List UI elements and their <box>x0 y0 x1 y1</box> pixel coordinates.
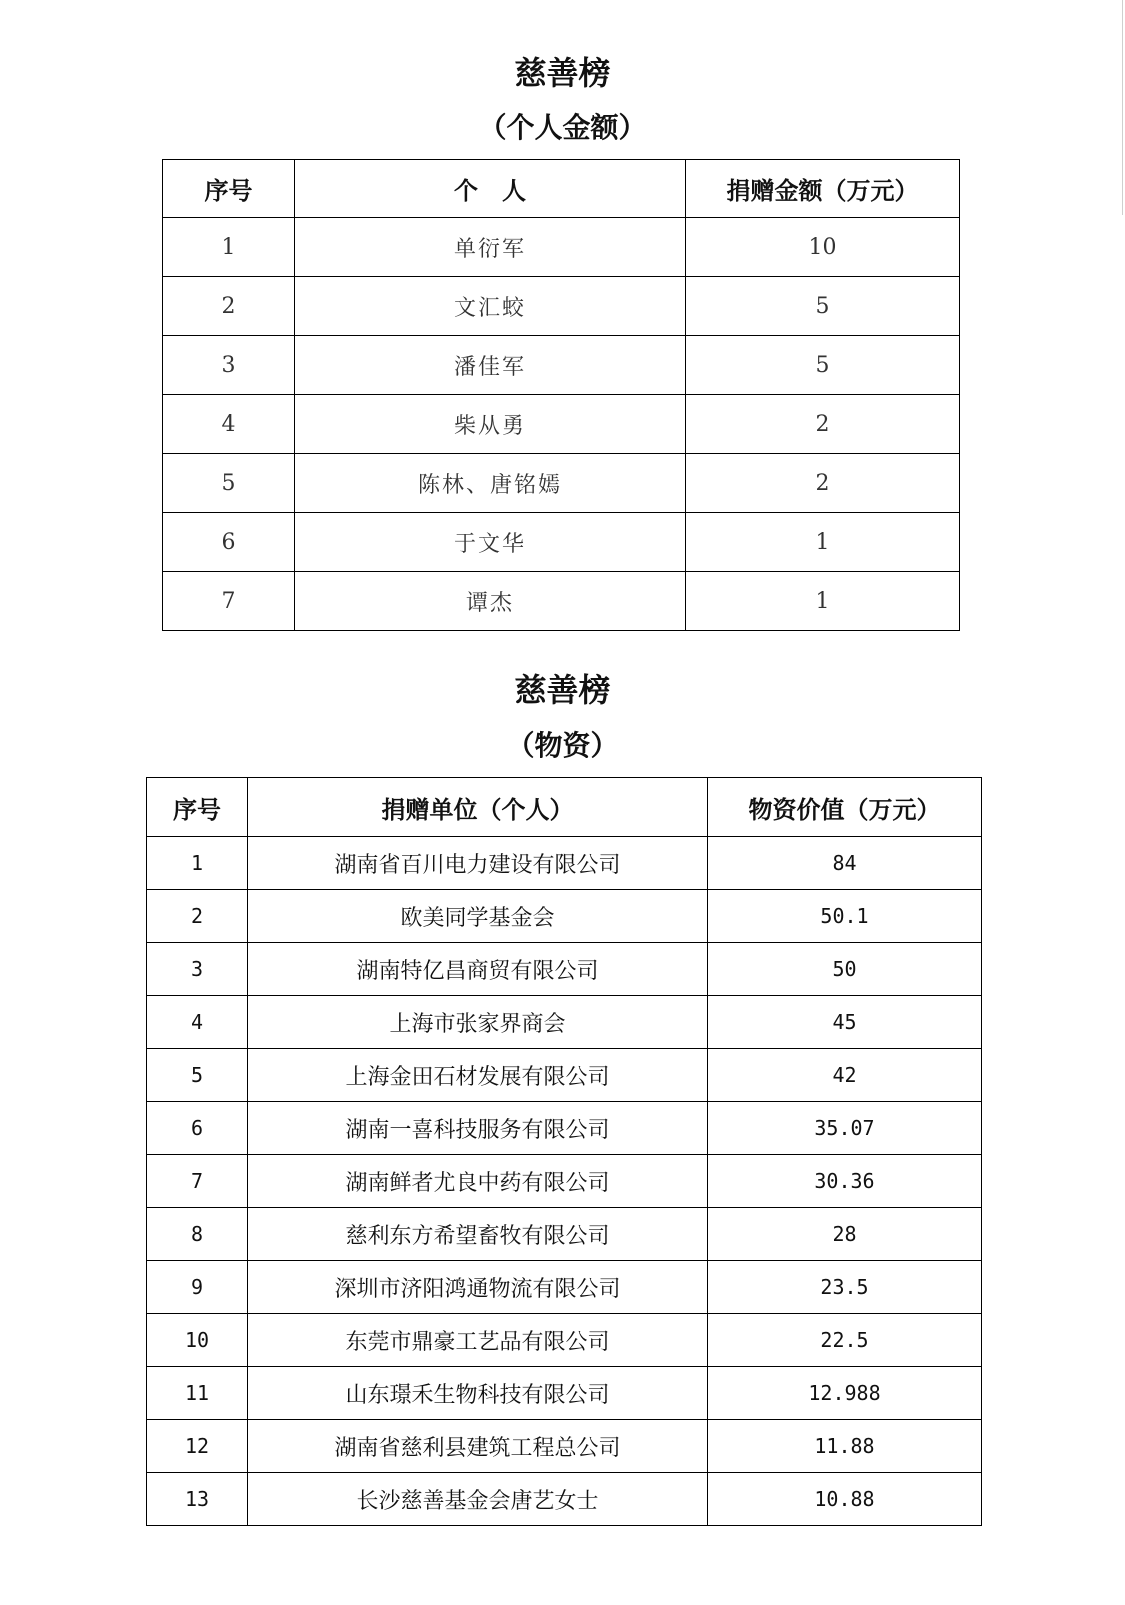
section1-subtitle: （个人金额） <box>478 111 647 144</box>
row-donor: 上海金田石材发展有限公司 <box>248 1049 708 1102</box>
row-value: 11.88 <box>708 1420 982 1473</box>
row-index: 5 <box>163 454 295 513</box>
table-row <box>163 454 960 513</box>
row-donor: 湖南特亿昌商贸有限公司 <box>248 943 708 996</box>
row-index: 7 <box>163 572 295 631</box>
row-amount: 1 <box>686 513 960 572</box>
row-donor: 湖南省百川电力建设有限公司 <box>248 837 708 890</box>
row-amount: 5 <box>686 336 960 395</box>
row-index: 12 <box>147 1420 248 1473</box>
row-donor: 湖南鲜者尤良中药有限公司 <box>248 1155 708 1208</box>
row-value: 50 <box>708 943 982 996</box>
row-index: 5 <box>147 1049 248 1102</box>
individual-donation-table <box>162 159 960 631</box>
section2-title: 慈善榜 <box>514 671 611 709</box>
row-value: 42 <box>708 1049 982 1102</box>
table-row <box>147 1102 982 1155</box>
row-donor: 湖南省慈利县建筑工程总公司 <box>248 1420 708 1473</box>
row-donor: 上海市张家界商会 <box>248 996 708 1049</box>
row-index: 2 <box>147 890 248 943</box>
table-row <box>147 1155 982 1208</box>
header-index: 序号 <box>147 778 248 837</box>
row-value: 30.36 <box>708 1155 982 1208</box>
table-row <box>147 1208 982 1261</box>
table-row <box>147 1367 982 1420</box>
row-name: 于文华 <box>295 513 686 572</box>
table-row <box>163 572 960 631</box>
row-index: 7 <box>147 1155 248 1208</box>
row-amount: 1 <box>686 572 960 631</box>
row-index: 3 <box>163 336 295 395</box>
header-value: 物资价值（万元） <box>708 778 982 837</box>
row-name: 陈林、唐铭嫣 <box>295 454 686 513</box>
row-value: 10.88 <box>708 1473 982 1526</box>
row-amount: 2 <box>686 454 960 513</box>
row-value: 45 <box>708 996 982 1049</box>
row-donor: 山东璟禾生物科技有限公司 <box>248 1367 708 1420</box>
row-index: 10 <box>147 1314 248 1367</box>
row-index: 1 <box>147 837 248 890</box>
row-index: 3 <box>147 943 248 996</box>
row-value: 22.5 <box>708 1314 982 1367</box>
row-name: 柴从勇 <box>295 395 686 454</box>
row-name: 文汇蛟 <box>295 277 686 336</box>
row-value: 84 <box>708 837 982 890</box>
table-header-row <box>147 778 982 837</box>
header-amount: 捐赠金额（万元） <box>686 160 960 218</box>
row-amount: 10 <box>686 218 960 277</box>
table-header-row <box>163 160 960 218</box>
row-value: 35.07 <box>708 1102 982 1155</box>
row-name: 潘佳军 <box>295 336 686 395</box>
table-row <box>147 1261 982 1314</box>
table-row <box>147 943 982 996</box>
row-index: 6 <box>147 1102 248 1155</box>
row-value: 28 <box>708 1208 982 1261</box>
table-row <box>163 277 960 336</box>
row-index: 1 <box>163 218 295 277</box>
section1-title: 慈善榜 <box>514 54 611 92</box>
header-index: 序号 <box>163 160 295 218</box>
table-row <box>147 1473 982 1526</box>
table-row <box>147 1420 982 1473</box>
row-value: 50.1 <box>708 890 982 943</box>
row-index: 9 <box>147 1261 248 1314</box>
row-donor: 慈利东方希望畜牧有限公司 <box>248 1208 708 1261</box>
row-name: 单衍军 <box>295 218 686 277</box>
table-row <box>147 837 982 890</box>
table-row <box>147 1049 982 1102</box>
row-index: 11 <box>147 1367 248 1420</box>
row-index: 6 <box>163 513 295 572</box>
material-donation-table <box>146 777 982 1526</box>
row-index: 2 <box>163 277 295 336</box>
table-row <box>147 1314 982 1367</box>
header-donor: 捐赠单位（个人） <box>248 778 708 837</box>
row-value: 12.988 <box>708 1367 982 1420</box>
table-row <box>163 336 960 395</box>
row-value: 23.5 <box>708 1261 982 1314</box>
row-index: 4 <box>147 996 248 1049</box>
table-row <box>163 395 960 454</box>
table-row <box>163 513 960 572</box>
row-name: 谭杰 <box>295 572 686 631</box>
row-amount: 5 <box>686 277 960 336</box>
row-donor: 东莞市鼎豪工艺品有限公司 <box>248 1314 708 1367</box>
row-index: 8 <box>147 1208 248 1261</box>
table-row <box>147 890 982 943</box>
section2-subtitle: （物资） <box>506 729 619 762</box>
header-person: 个 人 <box>295 160 686 218</box>
row-amount: 2 <box>686 395 960 454</box>
row-index: 4 <box>163 395 295 454</box>
row-donor: 深圳市济阳鸿通物流有限公司 <box>248 1261 708 1314</box>
row-donor: 欧美同学基金会 <box>248 890 708 943</box>
row-donor: 长沙慈善基金会唐艺女士 <box>248 1473 708 1526</box>
table-row <box>147 996 982 1049</box>
row-donor: 湖南一喜科技服务有限公司 <box>248 1102 708 1155</box>
table-row <box>163 218 960 277</box>
row-index: 13 <box>147 1473 248 1526</box>
